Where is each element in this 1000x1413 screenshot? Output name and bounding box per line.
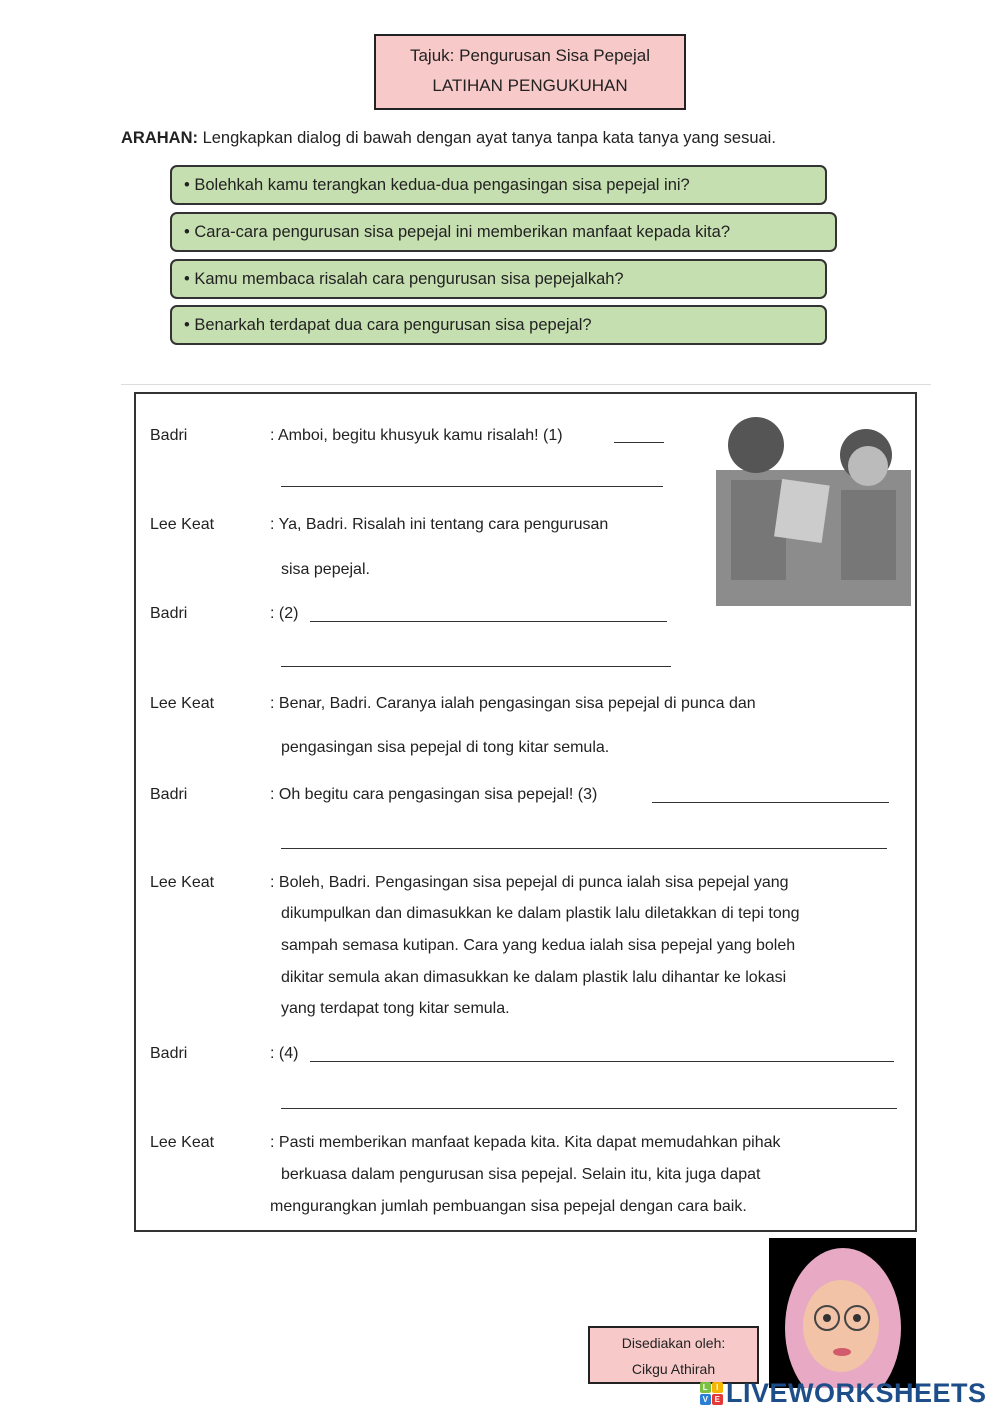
answer-option[interactable]: • Cara-cara pengurusan sisa pepejal ini memberikan manfaat kepada kita? (170, 212, 837, 252)
title-box (374, 34, 686, 110)
speaker-name: Badri (150, 786, 188, 803)
speaker-name: Lee Keat (150, 1134, 215, 1151)
answer-option[interactable]: • Kamu membaca risalah cara pengurusan sisa pepejalkah? (170, 259, 827, 299)
dialog-line: dikumpulkan dan dimasukkan ke dalam plastik lalu diletakkan di tepi tong (281, 905, 800, 922)
dialog-line: mengurangkan jumlah pembuangan sisa pepejal dengan cara baik. (270, 1198, 747, 1215)
page-title: Tajuk: Pengurusan Sisa Pepejal (409, 46, 651, 65)
dialog-line: dikitar semula akan dimasukkan ke dalam plastik lalu dihantar ke lokasi (281, 969, 787, 986)
dialog-line: : Amboi, begitu khusyuk kamu risalah! (1) (270, 427, 563, 444)
logo-letter: L (700, 1382, 711, 1393)
logo-text: LIVEWORKSHEETS (726, 1378, 987, 1408)
dialog-line: : (2) (270, 605, 299, 622)
answer-4-input[interactable] (310, 1047, 894, 1062)
liveworksheets-logo (700, 1378, 987, 1409)
logo-letter: I (712, 1382, 723, 1393)
teacher-avatar (769, 1238, 916, 1388)
dialog-line: : Boleh, Badri. Pengasingan sisa pepejal di punca ialah sisa pepejal yang (270, 874, 789, 891)
dialog-line: : Ya, Badri. Risalah ini tentang cara pengurusan (270, 516, 609, 533)
dialog-line: : Benar, Badri. Caranya ialah pengasingan sisa pepejal di punca dan (270, 695, 756, 712)
answer-3-input-continued[interactable] (281, 834, 887, 849)
dialog-line: : Oh begitu cara pengasingan sisa pepejal! (3) (270, 786, 598, 803)
dialog-line: berkuasa dalam pengurusan sisa pepejal. Selain itu, kita juga dapat (281, 1166, 761, 1183)
answer-4-input-continued[interactable] (281, 1094, 897, 1109)
prepared-by-label: Disediakan oleh: (621, 1335, 726, 1351)
dialog-line: : Pasti memberikan manfaat kepada kita. Kita dapat memudahkan pihak (270, 1134, 781, 1151)
dialog-line: pengasingan sisa pepejal di tong kitar semula. (281, 739, 610, 756)
answer-option[interactable]: • Benarkah terdapat dua cara pengurusan sisa pepejal? (170, 305, 827, 345)
speaker-name: Lee Keat (150, 874, 215, 891)
answer-option[interactable]: • Bolehkah kamu terangkan kedua-dua pengasingan sisa pepejal ini? (170, 165, 827, 205)
speaker-name: Badri (150, 605, 188, 622)
speaker-name: Lee Keat (150, 695, 215, 712)
divider (121, 384, 931, 385)
dialog-line: : (4) (270, 1045, 299, 1062)
live-logo-icon (700, 1382, 723, 1405)
answer-3-input[interactable] (652, 788, 889, 803)
instruction-text: Lengkapkan dialog di bawah dengan ayat tanya tanpa kata tanya yang sesuai. (198, 129, 776, 147)
prepared-by-box (588, 1326, 759, 1384)
dialog-line: sampah semasa kutipan. Cara yang kedua ialah sisa pepejal yang boleh (281, 937, 796, 954)
speaker-name: Badri (150, 427, 188, 444)
dialog-line: sisa pepejal. (281, 561, 370, 578)
instruction (121, 129, 776, 148)
logo-letter: E (712, 1394, 723, 1405)
speaker-name: Lee Keat (150, 516, 215, 533)
answer-2-input-continued[interactable] (281, 652, 671, 667)
answer-1-input[interactable] (614, 428, 664, 443)
dialog-line: yang terdapat tong kitar semula. (281, 1000, 510, 1017)
boys-reading-illustration (716, 410, 911, 606)
logo-letter: V (700, 1394, 711, 1405)
answer-2-input[interactable] (310, 607, 667, 622)
speaker-name: Badri (150, 1045, 188, 1062)
page-subtitle: LATIHAN PENGUKUHAN (432, 76, 628, 95)
teacher-name: Cikgu Athirah (631, 1361, 716, 1377)
instruction-label: ARAHAN: (121, 129, 198, 147)
answer-1-input-continued[interactable] (281, 472, 663, 487)
